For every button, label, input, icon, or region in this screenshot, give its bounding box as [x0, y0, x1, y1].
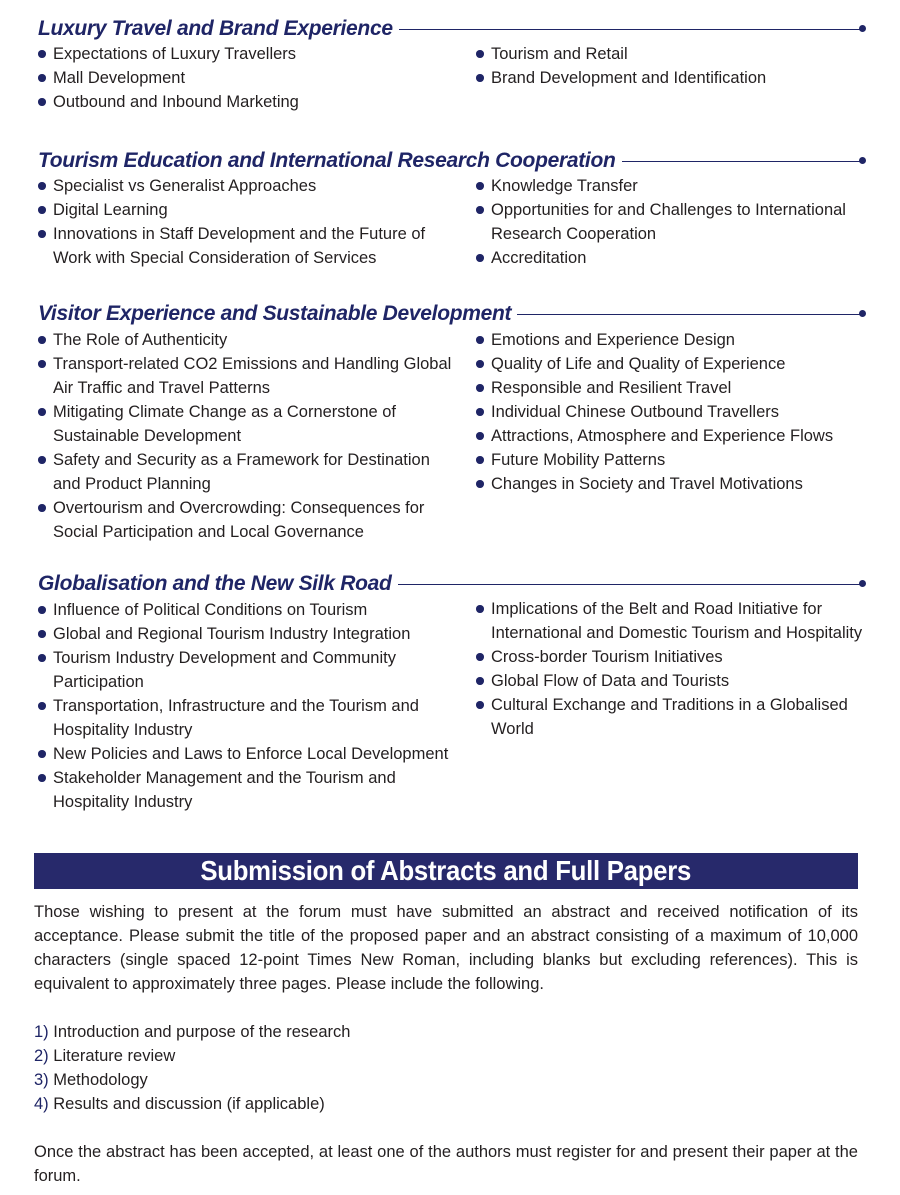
- topic-list-right: [476, 174, 881, 270]
- submission-closing: Once the abstract has been accepted, at least one of the authors must register for and present their paper at the forum.: [34, 1143, 858, 1185]
- list-item: [34, 1092, 350, 1116]
- list-item: Responsible and Resilient Travel: [476, 376, 881, 400]
- section-header: [38, 148, 862, 174]
- topic-list-right: [476, 328, 881, 496]
- list-item: Mall Development: [38, 66, 458, 90]
- list-item: Cross-border Tourism Initiatives: [476, 645, 881, 669]
- item-text: Introduction and purpose of the research: [53, 1023, 351, 1041]
- list-item: Specialist vs Generalist Approaches: [38, 174, 458, 198]
- list-item: [34, 1044, 350, 1068]
- topic-list-left: [38, 598, 458, 814]
- list-item: Future Mobility Patterns: [476, 448, 881, 472]
- list-item: Transport-related CO2 Emissions and Handling Global Air Traffic and Travel Patterns: [38, 352, 458, 400]
- list-item: Cultural Exchange and Traditions in a Globalised World: [476, 693, 881, 741]
- list-item: Knowledge Transfer: [476, 174, 881, 198]
- list-item: Digital Learning: [38, 198, 458, 222]
- list-item: Accreditation: [476, 246, 881, 270]
- list-item: Global Flow of Data and Tourists: [476, 669, 881, 693]
- topic-list-right: [476, 597, 881, 741]
- topic-list-left: [38, 174, 458, 270]
- list-item: Changes in Society and Travel Motivations: [476, 472, 881, 496]
- section-rule: [517, 314, 862, 315]
- list-item: The Role of Authenticity: [38, 328, 458, 352]
- submission-banner: [34, 853, 858, 889]
- item-number: 2): [34, 1047, 49, 1065]
- submission-heading: Submission of Abstracts and Full Papers: [200, 855, 692, 886]
- list-item: Opportunities for and Challenges to International Research Cooperation: [476, 198, 881, 246]
- item-text: Literature review: [53, 1047, 176, 1065]
- section-rule: [622, 161, 862, 162]
- section-title: Globalisation and the New Silk Road: [38, 572, 392, 595]
- section-header: [38, 16, 862, 42]
- list-item: Attractions, Atmosphere and Experience Flows: [476, 424, 881, 448]
- section-header: [38, 301, 862, 327]
- topic-list-right: [476, 42, 881, 90]
- requirements-list: [34, 1020, 350, 1116]
- section-title: Luxury Travel and Brand Experience: [38, 17, 393, 40]
- item-text: Results and discussion (if applicable): [53, 1095, 325, 1113]
- list-item: Outbound and Inbound Marketing: [38, 90, 458, 114]
- list-item: Safety and Security as a Framework for Destination and Product Planning: [38, 448, 458, 496]
- list-item: Mitigating Climate Change as a Cornerstone of Sustainable Development: [38, 400, 458, 448]
- list-item: Emotions and Experience Design: [476, 328, 881, 352]
- list-item: Tourism Industry Development and Community Participation: [38, 646, 458, 694]
- list-item: Overtourism and Overcrowding: Consequences for Social Participation and Local Governance: [38, 496, 458, 544]
- item-number: 4): [34, 1095, 49, 1113]
- list-item: Global and Regional Tourism Industry Integration: [38, 622, 458, 646]
- list-item: Stakeholder Management and the Tourism and Hospitality Industry: [38, 766, 458, 814]
- section-title: Visitor Experience and Sustainable Development: [38, 302, 512, 325]
- list-item: [34, 1020, 350, 1044]
- list-item: New Policies and Laws to Enforce Local Development: [38, 742, 458, 766]
- section-rule: [399, 29, 862, 30]
- list-item: Expectations of Luxury Travellers: [38, 42, 458, 66]
- topic-list-left: [38, 328, 458, 544]
- list-item: Tourism and Retail: [476, 42, 881, 66]
- list-item: Implications of the Belt and Road Initiative for International and Domestic Tourism and Hospitality: [476, 597, 881, 645]
- topic-list-left: [38, 42, 458, 114]
- list-item: Brand Development and Identification: [476, 66, 881, 90]
- section-title: Tourism Education and International Research Cooperation: [38, 149, 616, 172]
- section-header: [38, 571, 862, 597]
- list-item: Influence of Political Conditions on Tourism: [38, 598, 458, 622]
- section-rule: [398, 584, 862, 585]
- submission-intro: Those wishing to present at the forum must have submitted an abstract and received notification of its acceptance. Please submit the title of the proposed paper and an abstract consisting of a maximum of 10,000 characters (single spaced 12-point Times New Roman, including blanks but excluding references). This is equivalent to approximately three pages. Please include the following.: [34, 903, 858, 993]
- list-item: Individual Chinese Outbound Travellers: [476, 400, 881, 424]
- item-number: 1): [34, 1023, 49, 1041]
- item-number: 3): [34, 1071, 49, 1089]
- list-item: Quality of Life and Quality of Experience: [476, 352, 881, 376]
- list-item: [34, 1068, 350, 1092]
- list-item: Transportation, Infrastructure and the Tourism and Hospitality Industry: [38, 694, 458, 742]
- list-item: Innovations in Staff Development and the Future of Work with Special Consideration of Services: [38, 222, 458, 270]
- item-text: Methodology: [53, 1071, 148, 1089]
